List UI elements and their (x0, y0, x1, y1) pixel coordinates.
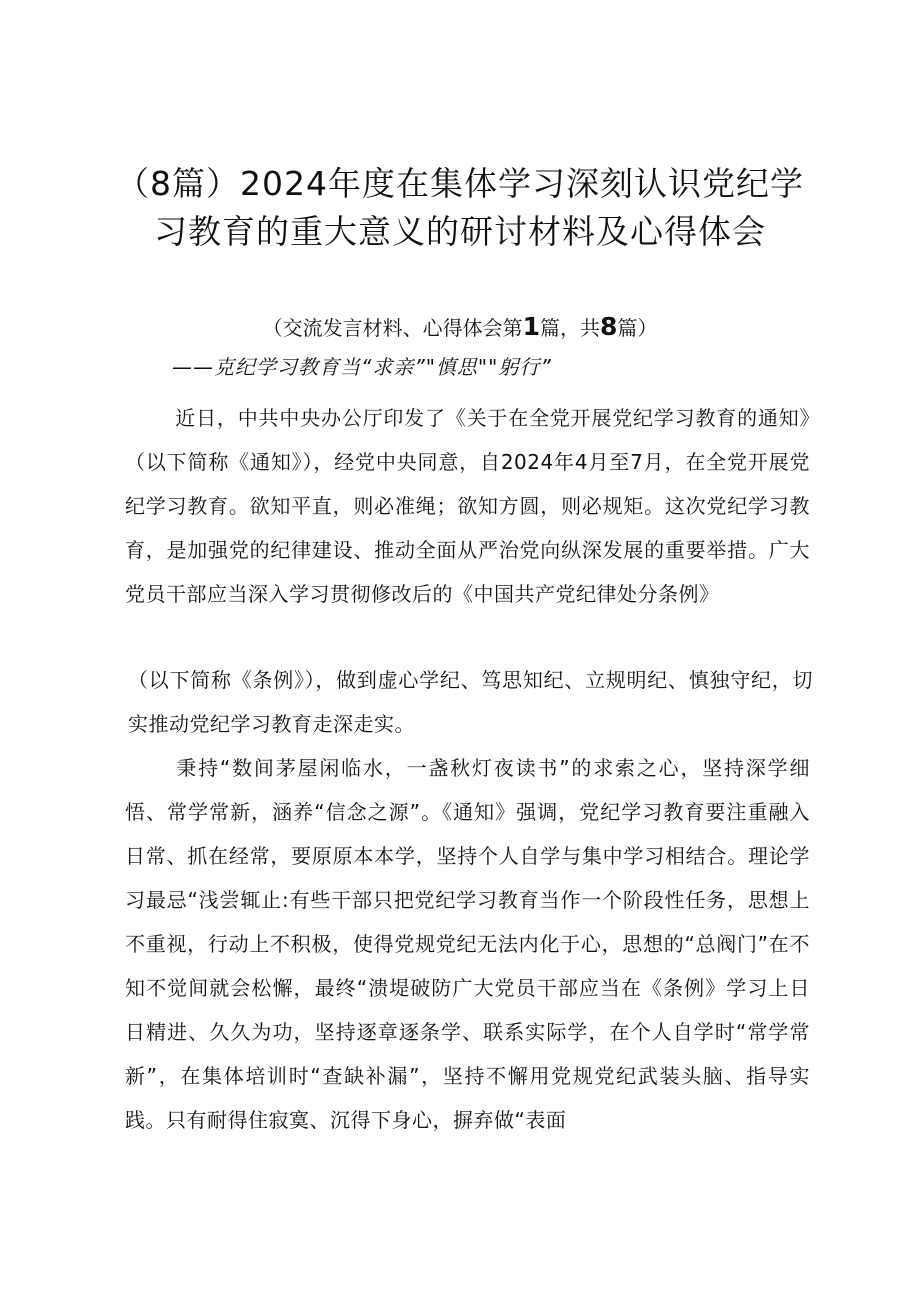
paragraph-text: 近日，中共中央办公厅印发了《关于在全党开展党纪学习教育的通知》（以下简称《通知》），经党中央同意，自2024年4月至7月，在全党开展党纪学习教育。欲知平直，则必准绳；欲知方圆，则必规矩。这次党纪学习教育，是加强党的纪律建设、推动全面从严治党向纵深发展的重要举措。广大党员干部应当深入学习贯彻修改后的《中国共产党纪律处分条例》 (125, 406, 810, 606)
paragraph-text: （以下简称《条例》），做到虚心学纪、笃思知纪、立规明纪、慎独守纪，切实推动党纪学习教育走深走实。 (128, 668, 813, 736)
paragraph-text: 秉持“数间茅屋闲临水，一盏秋灯夜读书”的求索之心，坚持深学细悟、常学常新，涵养“信念之源”。《通知》强调，党纪学习教育要注重融入日常、抓在经常，要原原本本学，坚持个人自学与集中学习相结合。理论学习最忌“浅尝辄止:有些干部只把党纪学习教育当作一个阶段性任务，思想上不重视，行动上不积极，使得党规党纪无法内化于心，思想的“总阀门”在不知不觉间就会松懈，最终“溃堤破防广大党员干部应当在《条例》学习上日日精进、久久为功，坚持逐章逐条学、联系实际学，在个人自学时“常学常新”，在集体培训时“查缺补漏”，坚持不懈用党规党纪武装头脑、指导实践。只有耐得住寂寞、沉得下身心，摒弃做“表面 (125, 756, 810, 1132)
document-subtitle (120, 312, 800, 343)
body-paragraph-1 (125, 396, 810, 616)
subtitle-middle: 篇，共 (540, 316, 600, 340)
subtitle-total-number: 8 (600, 312, 618, 341)
subtitle-suffix: 篇） (617, 316, 658, 340)
body-paragraph-3 (125, 746, 810, 1142)
subtitle-current-number: 1 (522, 312, 540, 341)
subtitle-prefix: （交流发言材料、心得体会第 (262, 316, 523, 340)
document-title: （8篇）2024年度在集体学习深刻认识党纪学习教育的重大意义的研讨材料及心得体会 (116, 164, 804, 251)
body-paragraph-2 (128, 658, 813, 746)
document-tagline: ——克纪学习教育当“求亲”"慎思""躬行” (172, 355, 552, 379)
